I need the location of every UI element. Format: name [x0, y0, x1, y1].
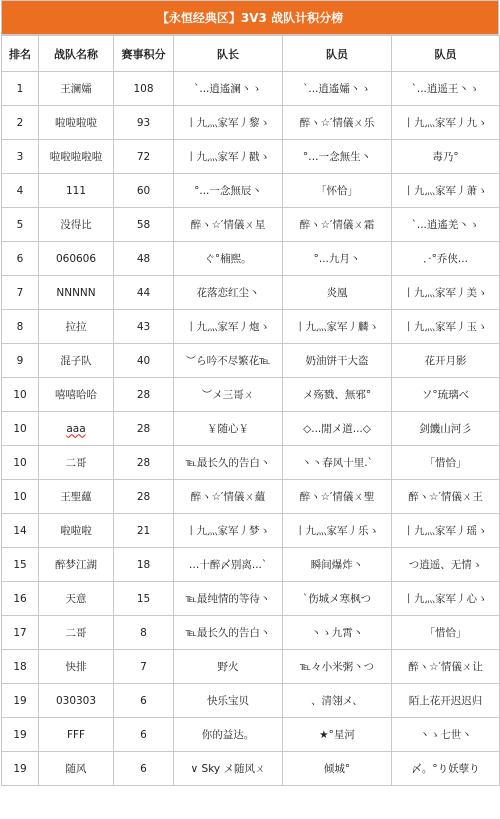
points-cell: 6 — [114, 752, 174, 786]
member-cell: 醉ヽ☆′情儀ㄨ聖 — [283, 480, 392, 514]
rank-cell: 19 — [2, 752, 39, 786]
points-cell: 8 — [114, 616, 174, 650]
team-name-cell: 二哥 — [39, 616, 114, 650]
column-header-member: 队员 — [283, 36, 392, 72]
table-header-row — [2, 36, 500, 72]
member-cell: `...逍遙羌丶ゝ — [392, 208, 500, 242]
member-cell: 剑饑山河彡 — [392, 412, 500, 446]
table-row — [2, 242, 500, 276]
team-name-cell: 随风 — [39, 752, 114, 786]
captain-cell: ︶メ三哥ㄨ — [174, 378, 283, 412]
column-header-rank: 排名 — [2, 36, 39, 72]
member-cell: 醉ヽ☆′情儀ㄨ王 — [392, 480, 500, 514]
team-name-cell: 快排 — [39, 650, 114, 684]
rank-cell: 7 — [2, 276, 39, 310]
member-cell: 丨九灬家军丿心ゝ — [392, 582, 500, 616]
rank-cell: 3 — [2, 140, 39, 174]
member-cell: 奶油饼干大盗 — [283, 344, 392, 378]
team-name-cell: aaa — [39, 412, 114, 446]
table-row — [2, 310, 500, 344]
table-row — [2, 582, 500, 616]
table-row — [2, 514, 500, 548]
points-cell: 28 — [114, 446, 174, 480]
rank-cell: 14 — [2, 514, 39, 548]
points-cell: 72 — [114, 140, 174, 174]
member-cell: 毒乃° — [392, 140, 500, 174]
member-cell: ◇...閒メ道...◇ — [283, 412, 392, 446]
member-cell: `伤城メ寒枫つ — [283, 582, 392, 616]
column-header-captain: 队长 — [174, 36, 283, 72]
rank-cell: 10 — [2, 480, 39, 514]
member-cell: ℡々小米粥丶つ — [283, 650, 392, 684]
table-row — [2, 446, 500, 480]
table-row — [2, 412, 500, 446]
captain-cell: ℡最长久的告白丶 — [174, 616, 283, 650]
team-name-cell: 混子队 — [39, 344, 114, 378]
captain-cell: `...逍遙澜丶ゝ — [174, 72, 283, 106]
member-cell: 醉ヽ☆′情儀ㄨ霜 — [283, 208, 392, 242]
rank-cell: 6 — [2, 242, 39, 276]
member-cell: 花开月影 — [392, 344, 500, 378]
captain-cell: 丨九灬家军丿黎ゝ — [174, 106, 283, 140]
member-cell: `...逍遥王丶ゝ — [392, 72, 500, 106]
member-cell: 丨九灬家军丿瑶ゝ — [392, 514, 500, 548]
team-name-cell: 王聖蘊 — [39, 480, 114, 514]
points-cell: 43 — [114, 310, 174, 344]
table-row — [2, 718, 500, 752]
points-cell: 18 — [114, 548, 174, 582]
captain-cell: ∨ Sky メ随风ㄨ — [174, 752, 283, 786]
team-name-cell: 啦啦啦 — [39, 514, 114, 548]
captain-cell: 你的益达。 — [174, 718, 283, 752]
points-cell: 7 — [114, 650, 174, 684]
rank-cell: 16 — [2, 582, 39, 616]
rank-cell: 18 — [2, 650, 39, 684]
captain-cell: 丨九灬家军丿炮ゝ — [174, 310, 283, 344]
rank-cell: 8 — [2, 310, 39, 344]
member-cell: `...逍遙孀丶ゝ — [283, 72, 392, 106]
rank-cell: 19 — [2, 718, 39, 752]
table-row — [2, 344, 500, 378]
ranking-table — [1, 35, 500, 786]
table-row — [2, 616, 500, 650]
team-name-cell: 060606 — [39, 242, 114, 276]
points-cell: 48 — [114, 242, 174, 276]
member-cell: 醉ヽ☆′情儀ㄨ乐 — [283, 106, 392, 140]
rank-cell: 2 — [2, 106, 39, 140]
rank-cell: 1 — [2, 72, 39, 106]
captain-cell: ︶ら吟不尽繁花℡ — [174, 344, 283, 378]
table-row — [2, 650, 500, 684]
table-row — [2, 72, 500, 106]
member-cell: 丨九灬家军丿玉ゝ — [392, 310, 500, 344]
points-cell: 44 — [114, 276, 174, 310]
rank-cell: 4 — [2, 174, 39, 208]
team-name-cell: 111 — [39, 174, 114, 208]
captain-cell: 醉ヽ☆′情儀ㄨ蘊 — [174, 480, 283, 514]
member-cell: 丶ゝ九霄丶 — [283, 616, 392, 650]
member-cell: 瞬间爆炸丶 — [283, 548, 392, 582]
points-cell: 6 — [114, 718, 174, 752]
team-name-cell: 天意 — [39, 582, 114, 616]
captain-cell: 野火 — [174, 650, 283, 684]
captain-cell: ぐ°楠熙。 — [174, 242, 283, 276]
team-name-cell: 醉梦江湖 — [39, 548, 114, 582]
column-header-member: 队员 — [392, 36, 500, 72]
points-cell: 40 — [114, 344, 174, 378]
captain-cell: ￥随心￥ — [174, 412, 283, 446]
member-cell: ．·°乔侠... — [392, 242, 500, 276]
captain-cell: 快乐宝贝 — [174, 684, 283, 718]
points-cell: 21 — [114, 514, 174, 548]
captain-cell: 丨九灬家军丿梦ゝ — [174, 514, 283, 548]
team-name-cell: 啦啦啦啦 — [39, 106, 114, 140]
member-cell: つ逍遥、无情ゝ — [392, 548, 500, 582]
table-body — [2, 72, 500, 786]
rank-cell: 10 — [2, 446, 39, 480]
captain-cell: °...一念無辰丶 — [174, 174, 283, 208]
rank-cell: 15 — [2, 548, 39, 582]
table-row — [2, 480, 500, 514]
captain-cell: ℡最纯情的等待丶 — [174, 582, 283, 616]
points-cell: 60 — [114, 174, 174, 208]
rank-cell: 19 — [2, 684, 39, 718]
captain-cell: ℡最长久的告白丶 — [174, 446, 283, 480]
captain-cell: 花落恋红尘丶 — [174, 276, 283, 310]
points-cell: 28 — [114, 480, 174, 514]
member-cell: 炎凰 — [283, 276, 392, 310]
column-header-team-name: 战队名称 — [39, 36, 114, 72]
table-row — [2, 106, 500, 140]
member-cell: 醉ヽ☆′情儀ㄨ让 — [392, 650, 500, 684]
table-row — [2, 684, 500, 718]
rank-cell: 17 — [2, 616, 39, 650]
captain-cell: 醉ヽ☆′情儀ㄨ星 — [174, 208, 283, 242]
member-cell: 倾城° — [283, 752, 392, 786]
points-cell: 28 — [114, 412, 174, 446]
rank-cell: 10 — [2, 378, 39, 412]
points-cell: 58 — [114, 208, 174, 242]
team-name-cell: NNNNN — [39, 276, 114, 310]
table-row — [2, 378, 500, 412]
points-cell: 93 — [114, 106, 174, 140]
table-row — [2, 276, 500, 310]
team-name-cell: 拉拉 — [39, 310, 114, 344]
table-row — [2, 174, 500, 208]
page-title: 【永恒经典区】3V3 战队计积分榜 — [1, 0, 499, 35]
member-cell: 丨九灬家军丿九ゝ — [392, 106, 500, 140]
member-cell: 丶ゝ七世丶 — [392, 718, 500, 752]
column-header-points: 赛事积分 — [114, 36, 174, 72]
leaderboard — [1, 0, 499, 786]
member-cell: ソ°琉璃べ — [392, 378, 500, 412]
member-cell: 〆。°り妖孽り — [392, 752, 500, 786]
team-name-cell: 啦啦啦啦啦 — [39, 140, 114, 174]
table-row — [2, 208, 500, 242]
member-cell: 「惜恰」 — [392, 446, 500, 480]
points-cell: 28 — [114, 378, 174, 412]
points-cell: 15 — [114, 582, 174, 616]
member-cell: °...九月丶 — [283, 242, 392, 276]
captain-cell: 丨九灬家军丿戳ゝ — [174, 140, 283, 174]
team-name-cell: FFF — [39, 718, 114, 752]
table-row — [2, 140, 500, 174]
table-row — [2, 548, 500, 582]
rank-cell: 5 — [2, 208, 39, 242]
team-name-cell: 二哥 — [39, 446, 114, 480]
member-cell: 陌上花开迟迟归 — [392, 684, 500, 718]
rank-cell: 10 — [2, 412, 39, 446]
member-cell: 丨九灬家军丿萧ゝ — [392, 174, 500, 208]
points-cell: 6 — [114, 684, 174, 718]
rank-cell: 9 — [2, 344, 39, 378]
captain-cell: …十醉〆别离...` — [174, 548, 283, 582]
member-cell: 丨九灬家军丿乐ゝ — [283, 514, 392, 548]
member-cell: 「怀恰」 — [283, 174, 392, 208]
member-cell: メ殇戮、無邪° — [283, 378, 392, 412]
member-cell: 丶丶春风十里.` — [283, 446, 392, 480]
team-name-cell: 嘻嘻哈哈 — [39, 378, 114, 412]
member-cell: 丨九灬家军丿麟ゝ — [283, 310, 392, 344]
member-cell: °…一念無生丶 — [283, 140, 392, 174]
member-cell: ★°星河 — [283, 718, 392, 752]
member-cell: 「惜恰」 — [392, 616, 500, 650]
team-name-cell: 没得比 — [39, 208, 114, 242]
points-cell: 108 — [114, 72, 174, 106]
team-name-cell: 030303 — [39, 684, 114, 718]
member-cell: 丨九灬家军丿美ゝ — [392, 276, 500, 310]
team-name-cell: 王澜孀 — [39, 72, 114, 106]
table-row — [2, 752, 500, 786]
member-cell: 、清翎メ、 — [283, 684, 392, 718]
